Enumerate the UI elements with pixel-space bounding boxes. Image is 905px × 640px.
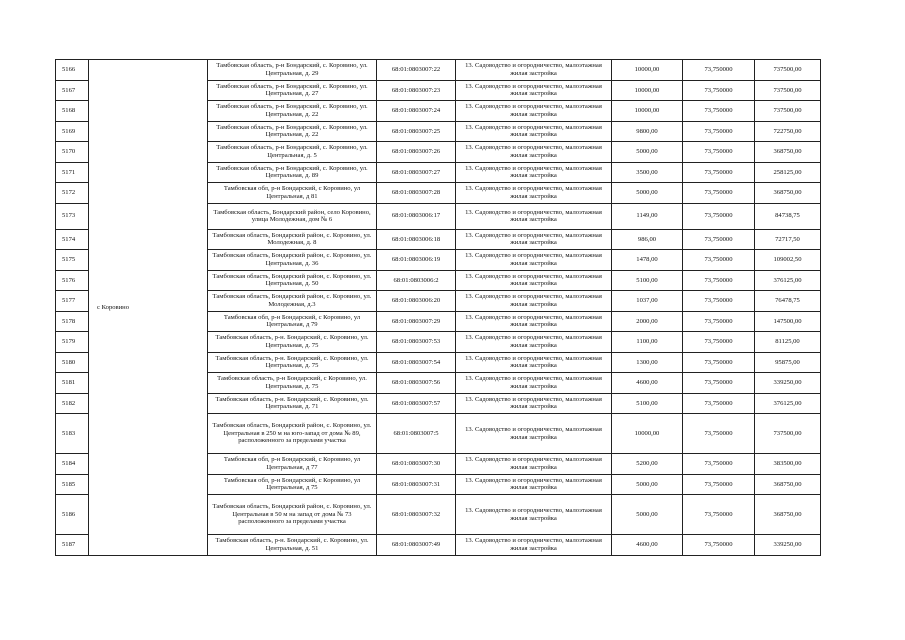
address-cell: Тамбовская обл, р-н Бондарский, с Коровино, ул Центральная, д 75 <box>208 474 377 495</box>
row-number: 5169 <box>56 121 89 142</box>
cadastral-number-cell: 68:01:0803006:19 <box>377 250 456 271</box>
address-cell: Тамбовская область, Бондарский район, с. Коровино, ул. Центральная, д. 50 <box>208 270 377 291</box>
row-number: 5175 <box>56 250 89 271</box>
area-cell: 9800,00 <box>612 121 683 142</box>
area-cell: 5100,00 <box>612 270 683 291</box>
row-number: 5187 <box>56 535 89 556</box>
row-number: 5182 <box>56 393 89 414</box>
cadastral-number-cell: 68:01:0803007:27 <box>377 162 456 183</box>
address-cell: Тамбовская область, р-н Бондарский, с. Коровино, ул. Центральная, д. 27 <box>208 80 377 101</box>
cadastral-number-cell: 68:01:0803006:18 <box>377 229 456 250</box>
area-cell: 10000,00 <box>612 101 683 122</box>
address-cell: Тамбовская область, р-н Бондарский, с. Коровино, ул. Центральная, д. 29 <box>208 60 377 81</box>
cadastral-value-cell: 722750,00 <box>755 121 821 142</box>
specific-value-cell: 73,750000 <box>683 332 755 353</box>
cadastral-value-cell: 737500,00 <box>755 101 821 122</box>
area-cell: 2000,00 <box>612 311 683 332</box>
row-number: 5177 <box>56 291 89 312</box>
area-cell: 1037,00 <box>612 291 683 312</box>
cadastral-number-cell: 68:01:0803007:57 <box>377 393 456 414</box>
permitted-use-cell: 13. Садоводство и огородничество, малоэтажная жилая застройка <box>456 183 612 204</box>
specific-value-cell: 73,750000 <box>683 80 755 101</box>
cadastral-value-cell: 72717,50 <box>755 229 821 250</box>
row-number: 5179 <box>56 332 89 353</box>
permitted-use-cell: 13. Садоводство и огородничество, малоэтажная жилая застройка <box>456 250 612 271</box>
row-number: 5183 <box>56 414 89 454</box>
address-cell: Тамбовская область, Бондарский район, с. Коровино, ул. Центральная в 50 м на запад от дома № 73 расположенного за пределами участка <box>208 495 377 535</box>
row-number: 5166 <box>56 60 89 81</box>
cadastral-number-cell: 68:01:0803007:31 <box>377 474 456 495</box>
row-number: 5171 <box>56 162 89 183</box>
cadastral-value-cell: 368750,00 <box>755 495 821 535</box>
cadastral-number-cell: 68:01:0803007:53 <box>377 332 456 353</box>
specific-value-cell: 73,750000 <box>683 203 755 229</box>
specific-value-cell: 73,750000 <box>683 183 755 204</box>
cadastral-number-cell: 68:01:0803007:49 <box>377 535 456 556</box>
row-number: 5167 <box>56 80 89 101</box>
permitted-use-cell: 13. Садоводство и огородничество, малоэтажная жилая застройка <box>456 535 612 556</box>
cadastral-value-cell: 81125,00 <box>755 332 821 353</box>
address-cell: Тамбовская область, р-н Бондарский, с. Коровино, ул. Центральная, д. 89 <box>208 162 377 183</box>
address-cell: Тамбовская область, Бондарский район, с. Коровино, ул. Центральная, д. 36 <box>208 250 377 271</box>
address-cell: Тамбовская область, р-н Бондарский, с. Коровино, ул. Центральная, д. 22 <box>208 121 377 142</box>
row-number: 5185 <box>56 474 89 495</box>
specific-value-cell: 73,750000 <box>683 535 755 556</box>
specific-value-cell: 73,750000 <box>683 311 755 332</box>
settlement-cell: с Коровино <box>89 60 208 556</box>
cadastral-number-cell: 68:01:0803007:30 <box>377 454 456 475</box>
specific-value-cell: 73,750000 <box>683 60 755 81</box>
area-cell: 5200,00 <box>612 454 683 475</box>
permitted-use-cell: 13. Садоводство и огородничество, малоэтажная жилая застройка <box>456 495 612 535</box>
area-cell: 3500,00 <box>612 162 683 183</box>
cadastral-number-cell: 68:01:0803007:32 <box>377 495 456 535</box>
area-cell: 10000,00 <box>612 414 683 454</box>
permitted-use-cell: 13. Садоводство и огородничество, малоэтажная жилая застройка <box>456 142 612 163</box>
cadastral-number-cell: 68:01:0803007:24 <box>377 101 456 122</box>
permitted-use-cell: 13. Садоводство и огородничество, малоэтажная жилая застройка <box>456 101 612 122</box>
permitted-use-cell: 13. Садоводство и огородничество, малоэтажная жилая застройка <box>456 80 612 101</box>
specific-value-cell: 73,750000 <box>683 121 755 142</box>
area-cell: 5000,00 <box>612 495 683 535</box>
address-cell: Тамбовская область, Бондарский район, с. Коровино, ул. Молодежная, д.3 <box>208 291 377 312</box>
table-row <box>56 60 821 81</box>
cadastral-number-cell: 68:01:0803007:23 <box>377 80 456 101</box>
cadastral-number-cell: 68:01:0803007:54 <box>377 352 456 373</box>
area-cell: 5000,00 <box>612 183 683 204</box>
cadastral-number-cell: 68:01:0803006:2 <box>377 270 456 291</box>
area-cell: 10000,00 <box>612 80 683 101</box>
row-number: 5181 <box>56 373 89 394</box>
permitted-use-cell: 13. Садоводство и огородничество, малоэтажная жилая застройка <box>456 121 612 142</box>
permitted-use-cell: 13. Садоводство и огородничество, малоэтажная жилая застройка <box>456 474 612 495</box>
cadastral-number-cell: 68:01:0803007:29 <box>377 311 456 332</box>
address-cell: Тамбовская область, р-н Бондарский, с. Коровино, ул. Центральная, д. 5 <box>208 142 377 163</box>
permitted-use-cell: 13. Садоводство и огородничество, малоэтажная жилая застройка <box>456 60 612 81</box>
table-body <box>56 60 821 556</box>
address-cell: Тамбовская область, Бондарский район, с. Коровино, ул. Центральная в 250 м на юго-запад от дома № 89, расположенного за пределами участка <box>208 414 377 454</box>
area-cell: 1100,00 <box>612 332 683 353</box>
permitted-use-cell: 13. Садоводство и огородничество, малоэтажная жилая застройка <box>456 291 612 312</box>
row-number: 5168 <box>56 101 89 122</box>
specific-value-cell: 73,750000 <box>683 250 755 271</box>
row-number: 5173 <box>56 203 89 229</box>
area-cell: 1300,00 <box>612 352 683 373</box>
permitted-use-cell: 13. Садоводство и огородничество, малоэтажная жилая застройка <box>456 373 612 394</box>
cadastral-value-cell: 368750,00 <box>755 183 821 204</box>
permitted-use-cell: 13. Садоводство и огородничество, малоэтажная жилая застройка <box>456 352 612 373</box>
cadastral-number-cell: 68:01:0803007:26 <box>377 142 456 163</box>
permitted-use-cell: 13. Садоводство и огородничество, малоэтажная жилая застройка <box>456 229 612 250</box>
area-cell: 1149,00 <box>612 203 683 229</box>
address-cell: Тамбовская область, р-н Бондарский, с. Коровино, ул. Центральная, д. 22 <box>208 101 377 122</box>
row-number: 5174 <box>56 229 89 250</box>
address-cell: Тамбовская область, Бондарский район, село Коровино, улица Молодежная, дом № 6 <box>208 203 377 229</box>
row-number: 5178 <box>56 311 89 332</box>
permitted-use-cell: 13. Садоводство и огородничество, малоэтажная жилая застройка <box>456 454 612 475</box>
cadastral-number-cell: 68:01:0803007:28 <box>377 183 456 204</box>
cadastral-value-cell: 76478,75 <box>755 291 821 312</box>
cadastral-value-cell: 339250,00 <box>755 535 821 556</box>
specific-value-cell: 73,750000 <box>683 142 755 163</box>
area-cell: 1478,00 <box>612 250 683 271</box>
specific-value-cell: 73,750000 <box>683 393 755 414</box>
address-cell: Тамбовская область, р-н. Бондарский, с. Коровино, ул. Центральная, д. 75 <box>208 352 377 373</box>
cadastral-number-cell: 68:01:0803007:56 <box>377 373 456 394</box>
cadastral-value-cell: 109002,50 <box>755 250 821 271</box>
cadastral-number-cell: 68:01:0803007:22 <box>377 60 456 81</box>
specific-value-cell: 73,750000 <box>683 414 755 454</box>
address-cell: Тамбовская область, р-н. Бондарский, с. Коровино, ул. Центральная, д. 71 <box>208 393 377 414</box>
land-parcel-table <box>55 59 821 556</box>
specific-value-cell: 73,750000 <box>683 229 755 250</box>
row-number: 5184 <box>56 454 89 475</box>
address-cell: Тамбовская обл, р-н Бондарский, с Коровино, ул Центральная, д 81 <box>208 183 377 204</box>
area-cell: 5000,00 <box>612 142 683 163</box>
permitted-use-cell: 13. Садоводство и огородничество, малоэтажная жилая застройка <box>456 332 612 353</box>
address-cell: Тамбовская обл, р-н Бондарский, с Коровино, ул Центральная, д 79 <box>208 311 377 332</box>
address-cell: Тамбовская область, р-н. Бондарский, с. Коровино, ул. Центральная, д. 75 <box>208 332 377 353</box>
cadastral-number-cell: 68:01:0803007:5 <box>377 414 456 454</box>
row-number: 5170 <box>56 142 89 163</box>
specific-value-cell: 73,750000 <box>683 270 755 291</box>
specific-value-cell: 73,750000 <box>683 474 755 495</box>
area-cell: 5100,00 <box>612 393 683 414</box>
cadastral-value-cell: 258125,00 <box>755 162 821 183</box>
cadastral-value-cell: 84738,75 <box>755 203 821 229</box>
cadastral-value-cell: 376125,00 <box>755 393 821 414</box>
cadastral-value-cell: 368750,00 <box>755 474 821 495</box>
area-cell: 4600,00 <box>612 373 683 394</box>
row-number: 5176 <box>56 270 89 291</box>
cadastral-number-cell: 68:01:0803006:20 <box>377 291 456 312</box>
cadastral-value-cell: 368750,00 <box>755 142 821 163</box>
address-cell: Тамбовская обл, р-н Бондарский, с Коровино, ул Центральная, д 77 <box>208 454 377 475</box>
cadastral-value-cell: 95875,00 <box>755 352 821 373</box>
address-cell: Тамбовская область, р-н. Бондарский, с. Коровино, ул. Центральная, д. 51 <box>208 535 377 556</box>
row-number: 5186 <box>56 495 89 535</box>
specific-value-cell: 73,750000 <box>683 373 755 394</box>
specific-value-cell: 73,750000 <box>683 162 755 183</box>
permitted-use-cell: 13. Садоводство и огородничество, малоэтажная жилая застройка <box>456 203 612 229</box>
cadastral-value-cell: 737500,00 <box>755 80 821 101</box>
specific-value-cell: 73,750000 <box>683 454 755 475</box>
cadastral-value-cell: 737500,00 <box>755 60 821 81</box>
area-cell: 10000,00 <box>612 60 683 81</box>
permitted-use-cell: 13. Садоводство и огородничество, малоэтажная жилая застройка <box>456 162 612 183</box>
cadastral-value-cell: 737500,00 <box>755 414 821 454</box>
row-number: 5180 <box>56 352 89 373</box>
cadastral-number-cell: 68:01:0803007:25 <box>377 121 456 142</box>
specific-value-cell: 73,750000 <box>683 101 755 122</box>
specific-value-cell: 73,750000 <box>683 352 755 373</box>
cadastral-value-cell: 339250,00 <box>755 373 821 394</box>
area-cell: 986,00 <box>612 229 683 250</box>
cadastral-value-cell: 147500,00 <box>755 311 821 332</box>
row-number: 5172 <box>56 183 89 204</box>
cadastral-number-cell: 68:01:0803006:17 <box>377 203 456 229</box>
permitted-use-cell: 13. Садоводство и огородничество, малоэтажная жилая застройка <box>456 414 612 454</box>
address-cell: Тамбовская область, Бондарский район, с. Коровино, ул. Молодежная, д. 8 <box>208 229 377 250</box>
permitted-use-cell: 13. Садоводство и огородничество, малоэтажная жилая застройка <box>456 393 612 414</box>
specific-value-cell: 73,750000 <box>683 495 755 535</box>
area-cell: 4600,00 <box>612 535 683 556</box>
cadastral-value-cell: 383500,00 <box>755 454 821 475</box>
specific-value-cell: 73,750000 <box>683 291 755 312</box>
permitted-use-cell: 13. Садоводство и огородничество, малоэтажная жилая застройка <box>456 311 612 332</box>
area-cell: 5000,00 <box>612 474 683 495</box>
cadastral-value-cell: 376125,00 <box>755 270 821 291</box>
permitted-use-cell: 13. Садоводство и огородничество, малоэтажная жилая застройка <box>456 270 612 291</box>
address-cell: Тамбовская область, р-н Бондарский, с Коровино, ул. Центральная, д. 75 <box>208 373 377 394</box>
